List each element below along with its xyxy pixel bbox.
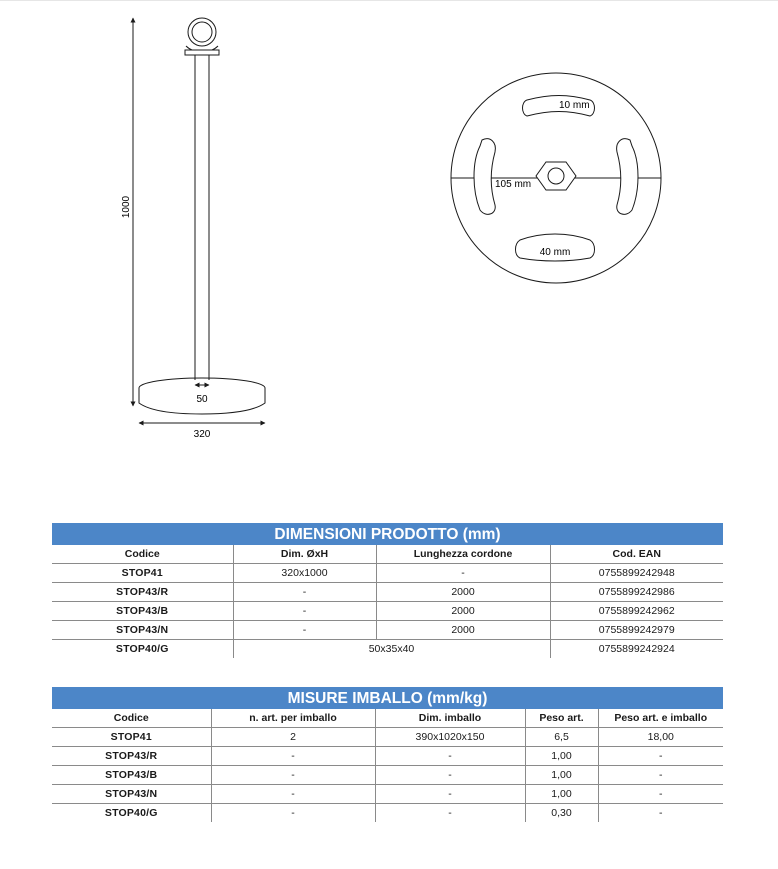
- table-row: [52, 804, 723, 823]
- table-row: [52, 640, 723, 659]
- cell-dim: -: [233, 602, 376, 621]
- base-width-label: 320: [193, 429, 211, 440]
- cell-weight: 1,00: [525, 766, 598, 785]
- cell-pack-dim: -: [375, 747, 525, 766]
- bolt-span-label: 105 mm: [495, 179, 532, 190]
- cell-per-pack: -: [211, 747, 375, 766]
- cell-weight: 1,00: [525, 747, 598, 766]
- table-row: [52, 728, 723, 747]
- table-row: [52, 583, 723, 602]
- stanchion-pole: [195, 55, 209, 380]
- cell-weight: 1,00: [525, 785, 598, 804]
- cell-dim: -: [233, 583, 376, 602]
- packaging-table-title: MISURE IMBALLO (mm/kg): [52, 687, 723, 709]
- table-row: [52, 564, 723, 583]
- pole-width-label: 50: [196, 394, 208, 405]
- product-dimensions-table: [52, 523, 723, 658]
- cell-code: STOP41: [52, 728, 211, 747]
- header-dim: Dim. ØxH: [233, 545, 376, 564]
- cell-code: STOP43/B: [52, 602, 233, 621]
- cell-code: STOP43/N: [52, 621, 233, 640]
- header-total-weight: Peso art. e imballo: [598, 709, 723, 728]
- product-table-title: DIMENSIONI PRODOTTO (mm): [52, 523, 723, 545]
- cell-ean: 0755899242986: [550, 583, 723, 602]
- cell-cord: 2000: [376, 583, 550, 602]
- header-codice: Codice: [52, 709, 211, 728]
- cell-total-weight: -: [598, 747, 723, 766]
- cell-code: STOP41: [52, 564, 233, 583]
- cell-per-pack: -: [211, 804, 375, 823]
- slot-length-label: 40 mm: [539, 247, 571, 258]
- stanchion-side-view: [139, 18, 265, 414]
- cell-dim: -: [233, 621, 376, 640]
- cell-code: STOP43/R: [52, 747, 211, 766]
- cell-cord: -: [376, 564, 550, 583]
- cell-ean: 0755899242924: [550, 640, 723, 659]
- table-row: [52, 621, 723, 640]
- cell-code: STOP43/B: [52, 766, 211, 785]
- cell-pack-dim: -: [375, 785, 525, 804]
- cell-weight: 0,30: [525, 804, 598, 823]
- cell-total-weight: -: [598, 785, 723, 804]
- cell-pack-dim: -: [375, 804, 525, 823]
- cell-ean: 0755899242962: [550, 602, 723, 621]
- cell-per-pack: -: [211, 785, 375, 804]
- header-codice: Codice: [52, 545, 233, 564]
- cell-total-weight: 18,00: [598, 728, 723, 747]
- table-row: [52, 747, 723, 766]
- table-row: [52, 766, 723, 785]
- cell-cord: 2000: [376, 621, 550, 640]
- cell-ean: 0755899242979: [550, 621, 723, 640]
- table-row: [52, 602, 723, 621]
- header-cord-length: Lunghezza cordone: [376, 545, 550, 564]
- hole-width-label: 10 mm: [559, 100, 590, 111]
- cell-total-weight: -: [598, 804, 723, 823]
- cell-per-pack: -: [211, 766, 375, 785]
- cell-ean: 0755899242948: [550, 564, 723, 583]
- header-weight: Peso art.: [525, 709, 598, 728]
- packaging-table: [52, 687, 723, 822]
- cell-dim: 320x1000: [233, 564, 376, 583]
- table-row: [52, 785, 723, 804]
- cell-code: STOP40/G: [52, 640, 233, 659]
- header-per-pack: n. art. per imballo: [211, 709, 375, 728]
- cell-pack-dim: 390x1020x150: [375, 728, 525, 747]
- header-ean: Cod. EAN: [550, 545, 723, 564]
- cell-total-weight: -: [598, 766, 723, 785]
- cell-weight: 6,5: [525, 728, 598, 747]
- cell-code: STOP40/G: [52, 804, 211, 823]
- cell-dim-merged: 50x35x40: [233, 640, 550, 659]
- cell-cord: 2000: [376, 602, 550, 621]
- height-label: 1000: [121, 195, 132, 219]
- cell-pack-dim: -: [375, 766, 525, 785]
- cell-per-pack: 2: [211, 728, 375, 747]
- header-pack-dim: Dim. imballo: [375, 709, 525, 728]
- cell-code: STOP43/N: [52, 785, 211, 804]
- cell-code: STOP43/R: [52, 583, 233, 602]
